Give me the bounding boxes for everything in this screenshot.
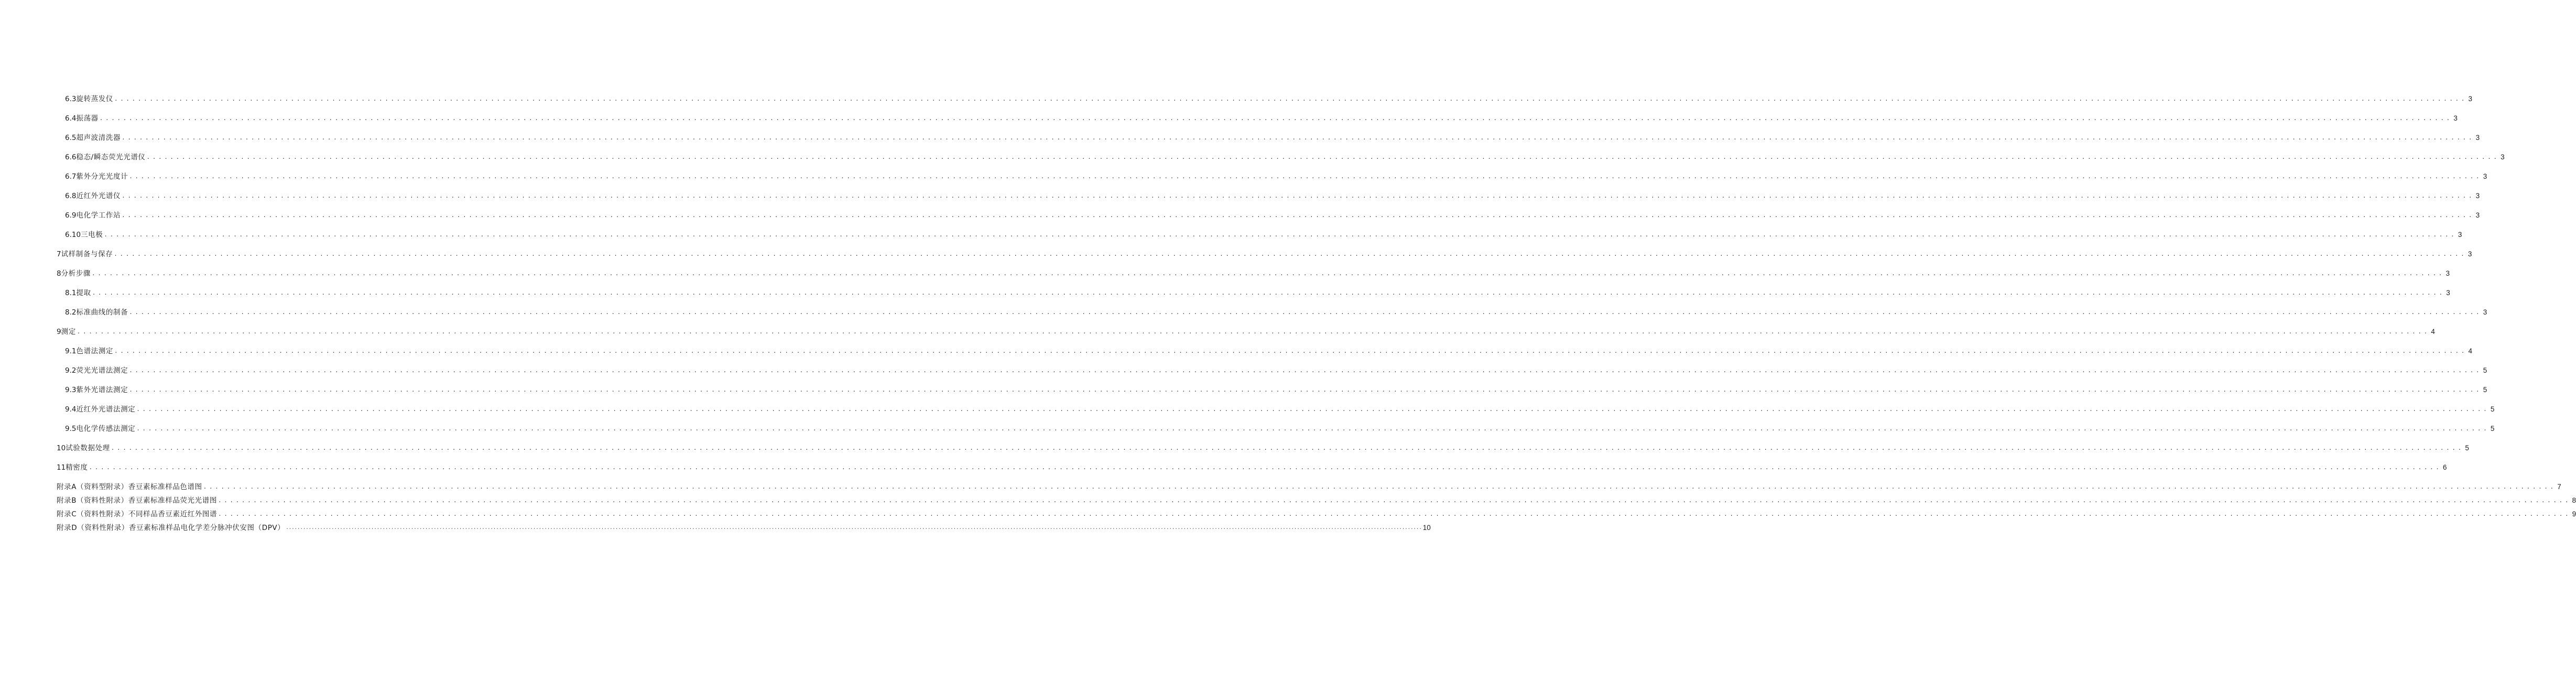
toc-entry-page-number: 10 [1422,524,1431,532]
toc-entry[interactable] [65,364,2487,375]
toc-entry-number: 10 [57,444,66,452]
toc-entry[interactable] [65,209,2480,220]
toc-entry-number: 8 [57,269,61,278]
toc-entry-title: 测定 [61,328,76,336]
toc-entry[interactable] [65,189,2480,201]
toc-entry-page-number: 3 [2475,134,2480,142]
toc-entry-title: 近红外光谱仪 [76,192,121,200]
toc-entry[interactable] [65,112,2458,123]
toc-entry-number: 6.9 [65,211,77,220]
toc-entry[interactable] [57,521,1431,533]
toc-entry-title: 附录D（资料性附录）香豆素标准样品电化学差分脉冲伏安图（DPV） [57,524,285,532]
toc-entry-title: 三电极 [81,231,103,239]
toc-entry[interactable] [57,461,2447,472]
toc-dot-leader: ................................................................................................................................................................................................................................................................................................................................................................................................................ [89,464,2442,471]
toc-dot-leader: ................................................................................................................................................................................................................................................................................................................................................................................................................ [114,251,2467,257]
toc-entry-number: 8.2 [65,308,77,317]
toc-entry-page-number: 5 [2465,444,2469,452]
toc-entry-page-number: 6 [2443,463,2447,471]
toc-entry-title: 紫外光谱法测定 [76,386,128,394]
toc-entry[interactable] [65,92,2473,104]
toc-entry-title: 标准曲线的制备 [76,308,128,317]
toc-dot-leader: ................................................................................................................................................................................................................................................................................................................................................................................................................ [286,525,1422,531]
toc-entry-title: 色谱法测定 [76,347,113,355]
toc-entry-number: 6.10 [65,231,81,239]
toc-dot-leader: ................................................................................................................................................................................................................................................................................................................................................................................................................ [146,154,2499,160]
toc-entry-number: 8.1 [65,289,77,297]
toc-entry-number: 11 [57,463,66,472]
toc-dot-leader: ................................................................................................................................................................................................................................................................................................................................................................................................................ [104,231,2457,238]
toc-dot-leader: ................................................................................................................................................................................................................................................................................................................................................................................................................ [129,386,2482,393]
toc-dot-leader: ................................................................................................................................................................................................................................................................................................................................................................................................................ [203,483,2556,490]
toc-entry-page-number: 3 [2458,231,2462,239]
toc-entry[interactable] [57,325,2435,337]
toc-entry[interactable] [65,403,2495,414]
toc-entry-title: 超声波清洗器 [76,134,121,142]
toc-entry[interactable] [65,131,2480,143]
toc-entry-number: 9.2 [65,366,77,375]
toc-entry-title: 附录A（资料型附录）香豆素标准样品色谱图 [57,483,202,491]
toc-entry-title: 分析步骤 [61,269,91,278]
toc-entry-title: 提取 [76,289,91,297]
toc-dot-leader: ................................................................................................................................................................................................................................................................................................................................................................................................................ [111,445,2464,451]
toc-entry[interactable] [65,306,2487,317]
toc-entry[interactable] [57,480,2561,492]
toc-entry-title: 振荡器 [76,114,99,123]
toc-entry-page-number: 3 [2453,114,2458,122]
toc-entry[interactable] [65,170,2487,181]
toc-entry-number: 9.5 [65,425,77,433]
toc-entry-page-number: 3 [2501,153,2505,161]
toc-entry-page-number: 5 [2490,405,2495,413]
toc-entry-page-number: 5 [2483,386,2487,394]
toc-entry[interactable] [57,441,2469,453]
toc-entry-title: 紫外分光光度计 [76,172,128,181]
toc-entry-number: 6.8 [65,192,77,200]
toc-entry-page-number: 3 [2445,269,2450,277]
toc-entry-number: 6.3 [65,95,77,103]
toc-entry-page-number: 3 [2468,95,2473,103]
toc-entry-title: 附录B（资料性附录）香豆素标准样品荧光光谱图 [57,496,217,505]
toc-entry-title: 近红外光谱法测定 [76,405,136,414]
toc-dot-leader: ................................................................................................................................................................................................................................................................................................................................................................................................................ [122,192,2475,199]
toc-entry[interactable] [65,383,2487,395]
toc-dot-leader: ................................................................................................................................................................................................................................................................................................................................................................................................................ [122,134,2475,141]
toc-dot-leader: ................................................................................................................................................................................................................................................................................................................................................................................................................ [77,328,2430,335]
toc-entry-page-number: 3 [2483,308,2487,316]
toc-entry[interactable] [57,494,2576,505]
toc-entry-page-number: 8 [2572,496,2576,504]
toc-entry-title: 稳态/瞬态荧光光谱仪 [76,153,146,161]
toc-dot-leader: ................................................................................................................................................................................................................................................................................................................................................................................................................ [129,367,2482,374]
toc-entry[interactable] [65,150,2505,162]
toc-entry-number: 9.4 [65,405,77,414]
toc-dot-leader: ................................................................................................................................................................................................................................................................................................................................................................................................................ [218,511,2571,517]
toc-entry-title: 电化学传感法测定 [76,425,136,433]
toc-dot-leader: ................................................................................................................................................................................................................................................................................................................................................................................................................ [218,497,2571,504]
toc-entry-page-number: 7 [2557,483,2561,491]
toc-dot-leader: ................................................................................................................................................................................................................................................................................................................................................................................................................ [122,212,2475,219]
toc-entry-title: 荧光光谱法测定 [76,366,128,375]
toc-entry-number: 6.5 [65,134,77,142]
toc-entry-number: 6.7 [65,172,77,181]
toc-entry-title: 精密度 [66,463,88,472]
toc-entry-page-number: 3 [2468,250,2472,258]
toc-entry-number: 6.4 [65,114,77,123]
toc-dot-leader: ................................................................................................................................................................................................................................................................................................................................................................................................................ [114,95,2468,102]
toc-dot-leader: ................................................................................................................................................................................................................................................................................................................................................................................................................ [92,289,2445,296]
toc-entry-page-number: 5 [2490,425,2495,432]
toc-entry[interactable] [65,422,2495,434]
toc-entry-title: 附录C（资料性附录）不同样品香豆素近红外图谱 [57,510,218,518]
toc-entry[interactable] [57,247,2472,259]
toc-entry-page-number: 3 [2475,192,2480,200]
toc-entry[interactable] [65,228,2462,240]
toc-entry-page-number: 3 [2475,211,2480,219]
toc-dot-leader: ................................................................................................................................................................................................................................................................................................................................................................................................................ [129,309,2482,316]
toc-dot-leader: ................................................................................................................................................................................................................................................................................................................................................................................................................ [129,173,2482,180]
toc-entry-page-number: 9 [2572,510,2576,518]
toc-entry[interactable] [57,267,2450,278]
toc-dot-leader: ................................................................................................................................................................................................................................................................................................................................................................................................................ [136,425,2490,432]
toc-entry-page-number: 4 [2431,328,2435,335]
toc-entry-title: 电化学工作站 [76,211,121,220]
toc-entry-number: 7 [57,250,61,258]
toc-entry-page-number: 3 [2446,289,2450,297]
toc-entry-title: 试样制备与保存 [61,250,113,258]
toc-dot-leader: ................................................................................................................................................................................................................................................................................................................................................................................................................ [136,406,2490,413]
toc-entry-title: 旋转蒸发仪 [76,95,113,103]
toc-dot-leader: ................................................................................................................................................................................................................................................................................................................................................................................................................ [99,115,2452,122]
toc-entry[interactable] [65,286,2450,298]
toc-entry[interactable] [65,344,2473,356]
toc-entry-page-number: 5 [2483,366,2487,374]
toc-entry-number: 9.1 [65,347,77,355]
toc-entry[interactable] [57,507,2576,519]
toc-entry-number: 9.3 [65,386,77,394]
toc-entry-page-number: 3 [2483,172,2487,180]
toc-entry-page-number: 4 [2468,347,2473,355]
toc-entry-title: 试验数据处理 [66,444,110,452]
toc-dot-leader: ................................................................................................................................................................................................................................................................................................................................................................................................................ [92,270,2445,277]
toc-dot-leader: ................................................................................................................................................................................................................................................................................................................................................................................................................ [114,348,2468,354]
toc-entry-number: 6.6 [65,153,77,161]
toc-entry-number: 9 [57,328,61,336]
